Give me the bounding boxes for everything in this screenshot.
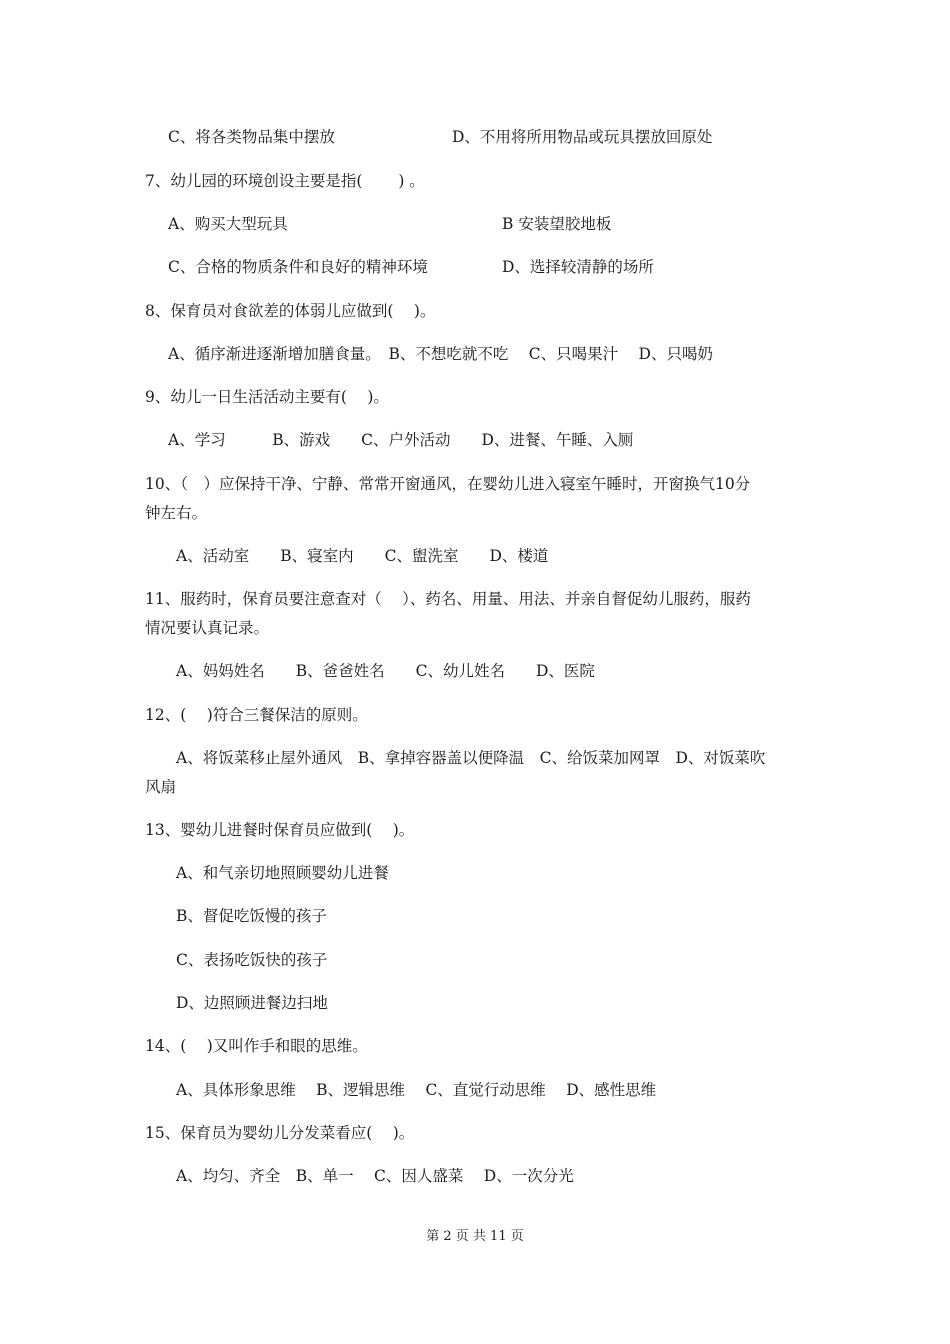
q12-options-continued: 风扇	[145, 778, 177, 796]
question-11: 11、服药时，保育员要注意查对（ ）、药名、用量、用法、并亲自督促幼儿服药，服药	[145, 590, 751, 608]
question-8: 8、保育员对食欲差的体弱儿应做到( )。	[145, 302, 436, 320]
q13-option-b: B、督促吃饭慢的孩子	[176, 907, 327, 925]
q14-options: A、具体形象思维 B、逻辑思维 C、直觉行动思维 D、感性思维	[176, 1081, 657, 1099]
q6-option-d: D、不用将所用物品或玩具摆放回原处	[452, 128, 713, 146]
q6-option-c: C、将各类物品集中摆放	[168, 128, 335, 146]
q10-options: A、活动室 B、寝室内 C、盥洗室 D、楼道	[176, 547, 549, 565]
q7-option-d: D、选择较清静的场所	[502, 258, 654, 276]
question-10-continued: 钟左右。	[145, 504, 208, 522]
q13-option-c: C、表扬吃饭快的孩子	[176, 951, 328, 969]
q7-option-c: C、合格的物质条件和良好的精神环境	[168, 258, 428, 276]
q13-option-d: D、边照顾进餐边扫地	[176, 994, 328, 1012]
question-12: 12、( )符合三餐保洁的原则。	[145, 706, 368, 724]
q9-options: A、学习 B、游戏 C、户外活动 D、进餐、午睡、入厕	[168, 431, 634, 449]
question-7: 7、幼儿园的环境创设主要是指( ) 。	[145, 172, 425, 190]
question-15: 15、保育员为婴幼儿分发菜看应( )。	[145, 1124, 415, 1142]
q15-options: A、均匀、齐全 B、单一 C、因人盛菜 D、一次分光	[176, 1167, 574, 1185]
page-number-footer: 第 2 页 共 11 页	[426, 1229, 524, 1244]
q7-option-b: B 安装望胶地板	[502, 215, 612, 233]
q7-option-a: A、购买大型玩具	[168, 215, 288, 233]
question-14: 14、( )又叫作手和眼的思维。	[145, 1037, 368, 1055]
question-11-continued: 情况要认真记录。	[145, 619, 270, 637]
q8-options: A、循序渐进逐渐增加膳食量。 B、不想吃就不吃 C、只喝果汁 D、只喝奶	[168, 345, 713, 363]
question-13: 13、婴幼儿进餐时保育员应做到( )。	[145, 821, 415, 839]
q11-options: A、妈妈姓名 B、爸爸姓名 C、幼儿姓名 D、医院	[176, 662, 595, 680]
q13-option-a: A、和气亲切地照顾婴幼儿进餐	[176, 864, 389, 882]
question-10: 10、（ ）应保持干净、宁静、常常开窗通风，在婴幼儿进入寝室午睡时，开窗换气10分	[145, 475, 751, 493]
question-9: 9、幼儿一日生活活动主要有( )。	[145, 388, 389, 406]
q12-options: A、将饭菜移止屋外通风 B、拿掉容器盖以便降温 C、给饭菜加网罩 D、对饭菜吹	[176, 749, 766, 767]
